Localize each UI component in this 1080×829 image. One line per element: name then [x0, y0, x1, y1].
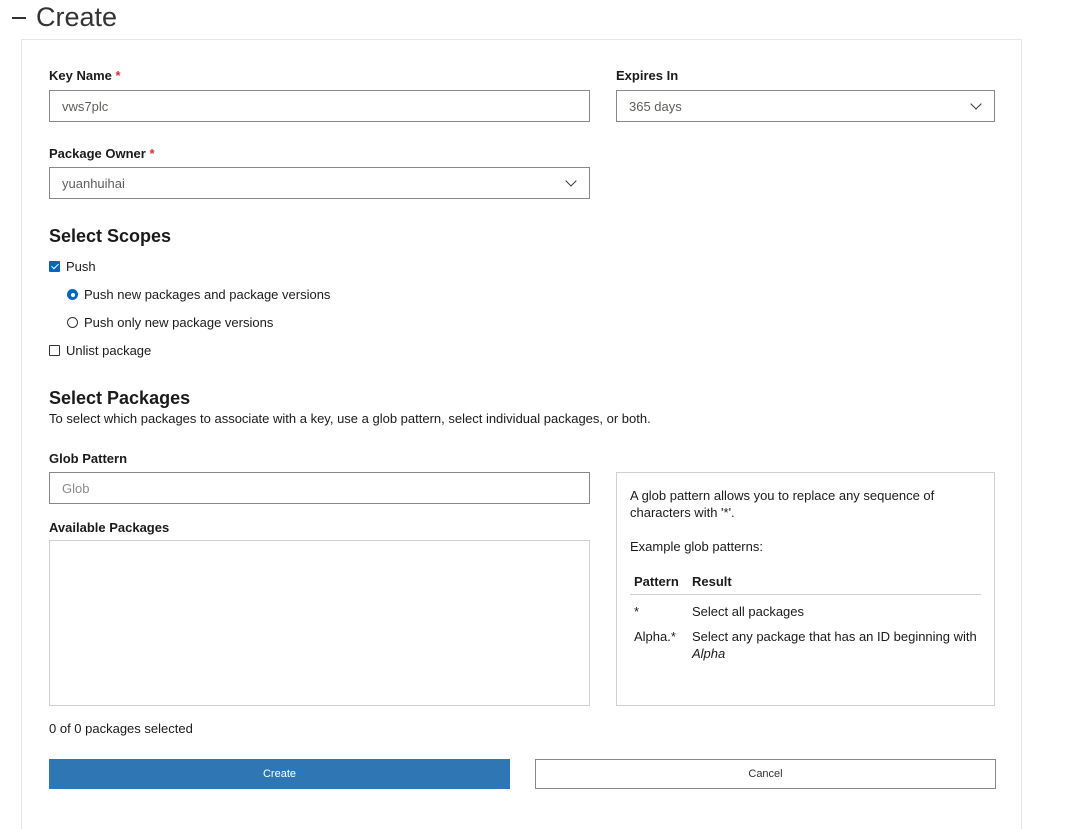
- glob-help-intro: A glob pattern allows you to replace any sequence of characters with '*'.: [630, 488, 935, 520]
- package-owner-label-text: Package Owner: [49, 146, 146, 161]
- minus-icon: [12, 17, 26, 19]
- expires-in-select[interactable]: [616, 90, 995, 122]
- push-only-versions-radio-row[interactable]: [67, 315, 273, 330]
- expires-in-label: [616, 68, 678, 83]
- expires-in-value: 365 days: [629, 98, 682, 114]
- push-new-packages-label: Push new packages and package versions: [84, 287, 331, 302]
- glob-help-example-heading: Example glob patterns:: [630, 539, 763, 554]
- glob-placeholder: Glob: [62, 480, 90, 496]
- unlist-checkbox-row[interactable]: [49, 343, 151, 358]
- push-checkbox[interactable]: [49, 261, 60, 272]
- pattern-cell: *: [634, 604, 640, 619]
- available-packages-label: Available Packages: [49, 520, 170, 535]
- package-owner-select[interactable]: [49, 167, 590, 199]
- push-new-packages-radio[interactable]: [67, 289, 78, 300]
- create-button-label: Create: [262, 768, 297, 780]
- chevron-down-icon: [970, 98, 981, 109]
- create-panel: [21, 39, 1022, 829]
- cancel-button[interactable]: [535, 759, 996, 789]
- unlist-checkbox[interactable]: [49, 345, 60, 356]
- result-cell: Select all packages: [692, 604, 805, 619]
- required-marker: *: [149, 146, 155, 161]
- pattern-cell: Alpha.*: [634, 629, 676, 644]
- table-header-pattern: Pattern: [630, 573, 688, 595]
- select-packages-description: To select which packages to associate with a key, use a glob pattern, select individual packages, or both.: [49, 411, 651, 426]
- section-title: Create: [36, 1, 118, 32]
- unlist-label: Unlist package: [66, 343, 152, 358]
- result-cell: [688, 620, 981, 662]
- create-button[interactable]: [49, 759, 510, 789]
- push-new-packages-radio-row[interactable]: [67, 287, 330, 302]
- push-only-versions-radio[interactable]: [67, 317, 78, 328]
- key-name-value: vws7plc: [62, 98, 109, 114]
- cancel-button-label: Cancel: [748, 768, 783, 780]
- select-scopes-heading: Select Scopes: [49, 226, 172, 246]
- result-emphasis: Alpha: [692, 646, 726, 661]
- key-name-label-text: Key Name: [49, 68, 112, 83]
- glob-pattern-label: Glob Pattern: [49, 451, 128, 466]
- key-name-label: [49, 68, 121, 83]
- glob-examples-table: [630, 573, 981, 662]
- available-packages-list[interactable]: [49, 540, 590, 706]
- expires-in-label-text: Expires In: [616, 68, 679, 83]
- packages-selected-count: 0 of 0 packages selected: [49, 721, 193, 736]
- table-header-result: Result: [688, 573, 981, 595]
- table-row: [630, 595, 981, 621]
- chevron-down-icon: [565, 175, 576, 186]
- table-row: [630, 620, 981, 662]
- push-checkbox-row[interactable]: [49, 259, 96, 274]
- required-marker: *: [115, 68, 121, 83]
- package-owner-label: [49, 146, 155, 161]
- result-text: Select any package that has an ID beginning with: [692, 629, 977, 644]
- package-owner-value: yuanhuihai: [62, 175, 125, 191]
- select-packages-heading: Select Packages: [49, 388, 191, 408]
- push-label: Push: [66, 259, 96, 274]
- key-name-input[interactable]: [49, 90, 590, 122]
- glob-help-panel: [616, 472, 995, 706]
- push-only-versions-label: Push only new package versions: [84, 315, 274, 330]
- section-toggle-create[interactable]: [12, 0, 117, 34]
- glob-pattern-input[interactable]: [49, 472, 590, 504]
